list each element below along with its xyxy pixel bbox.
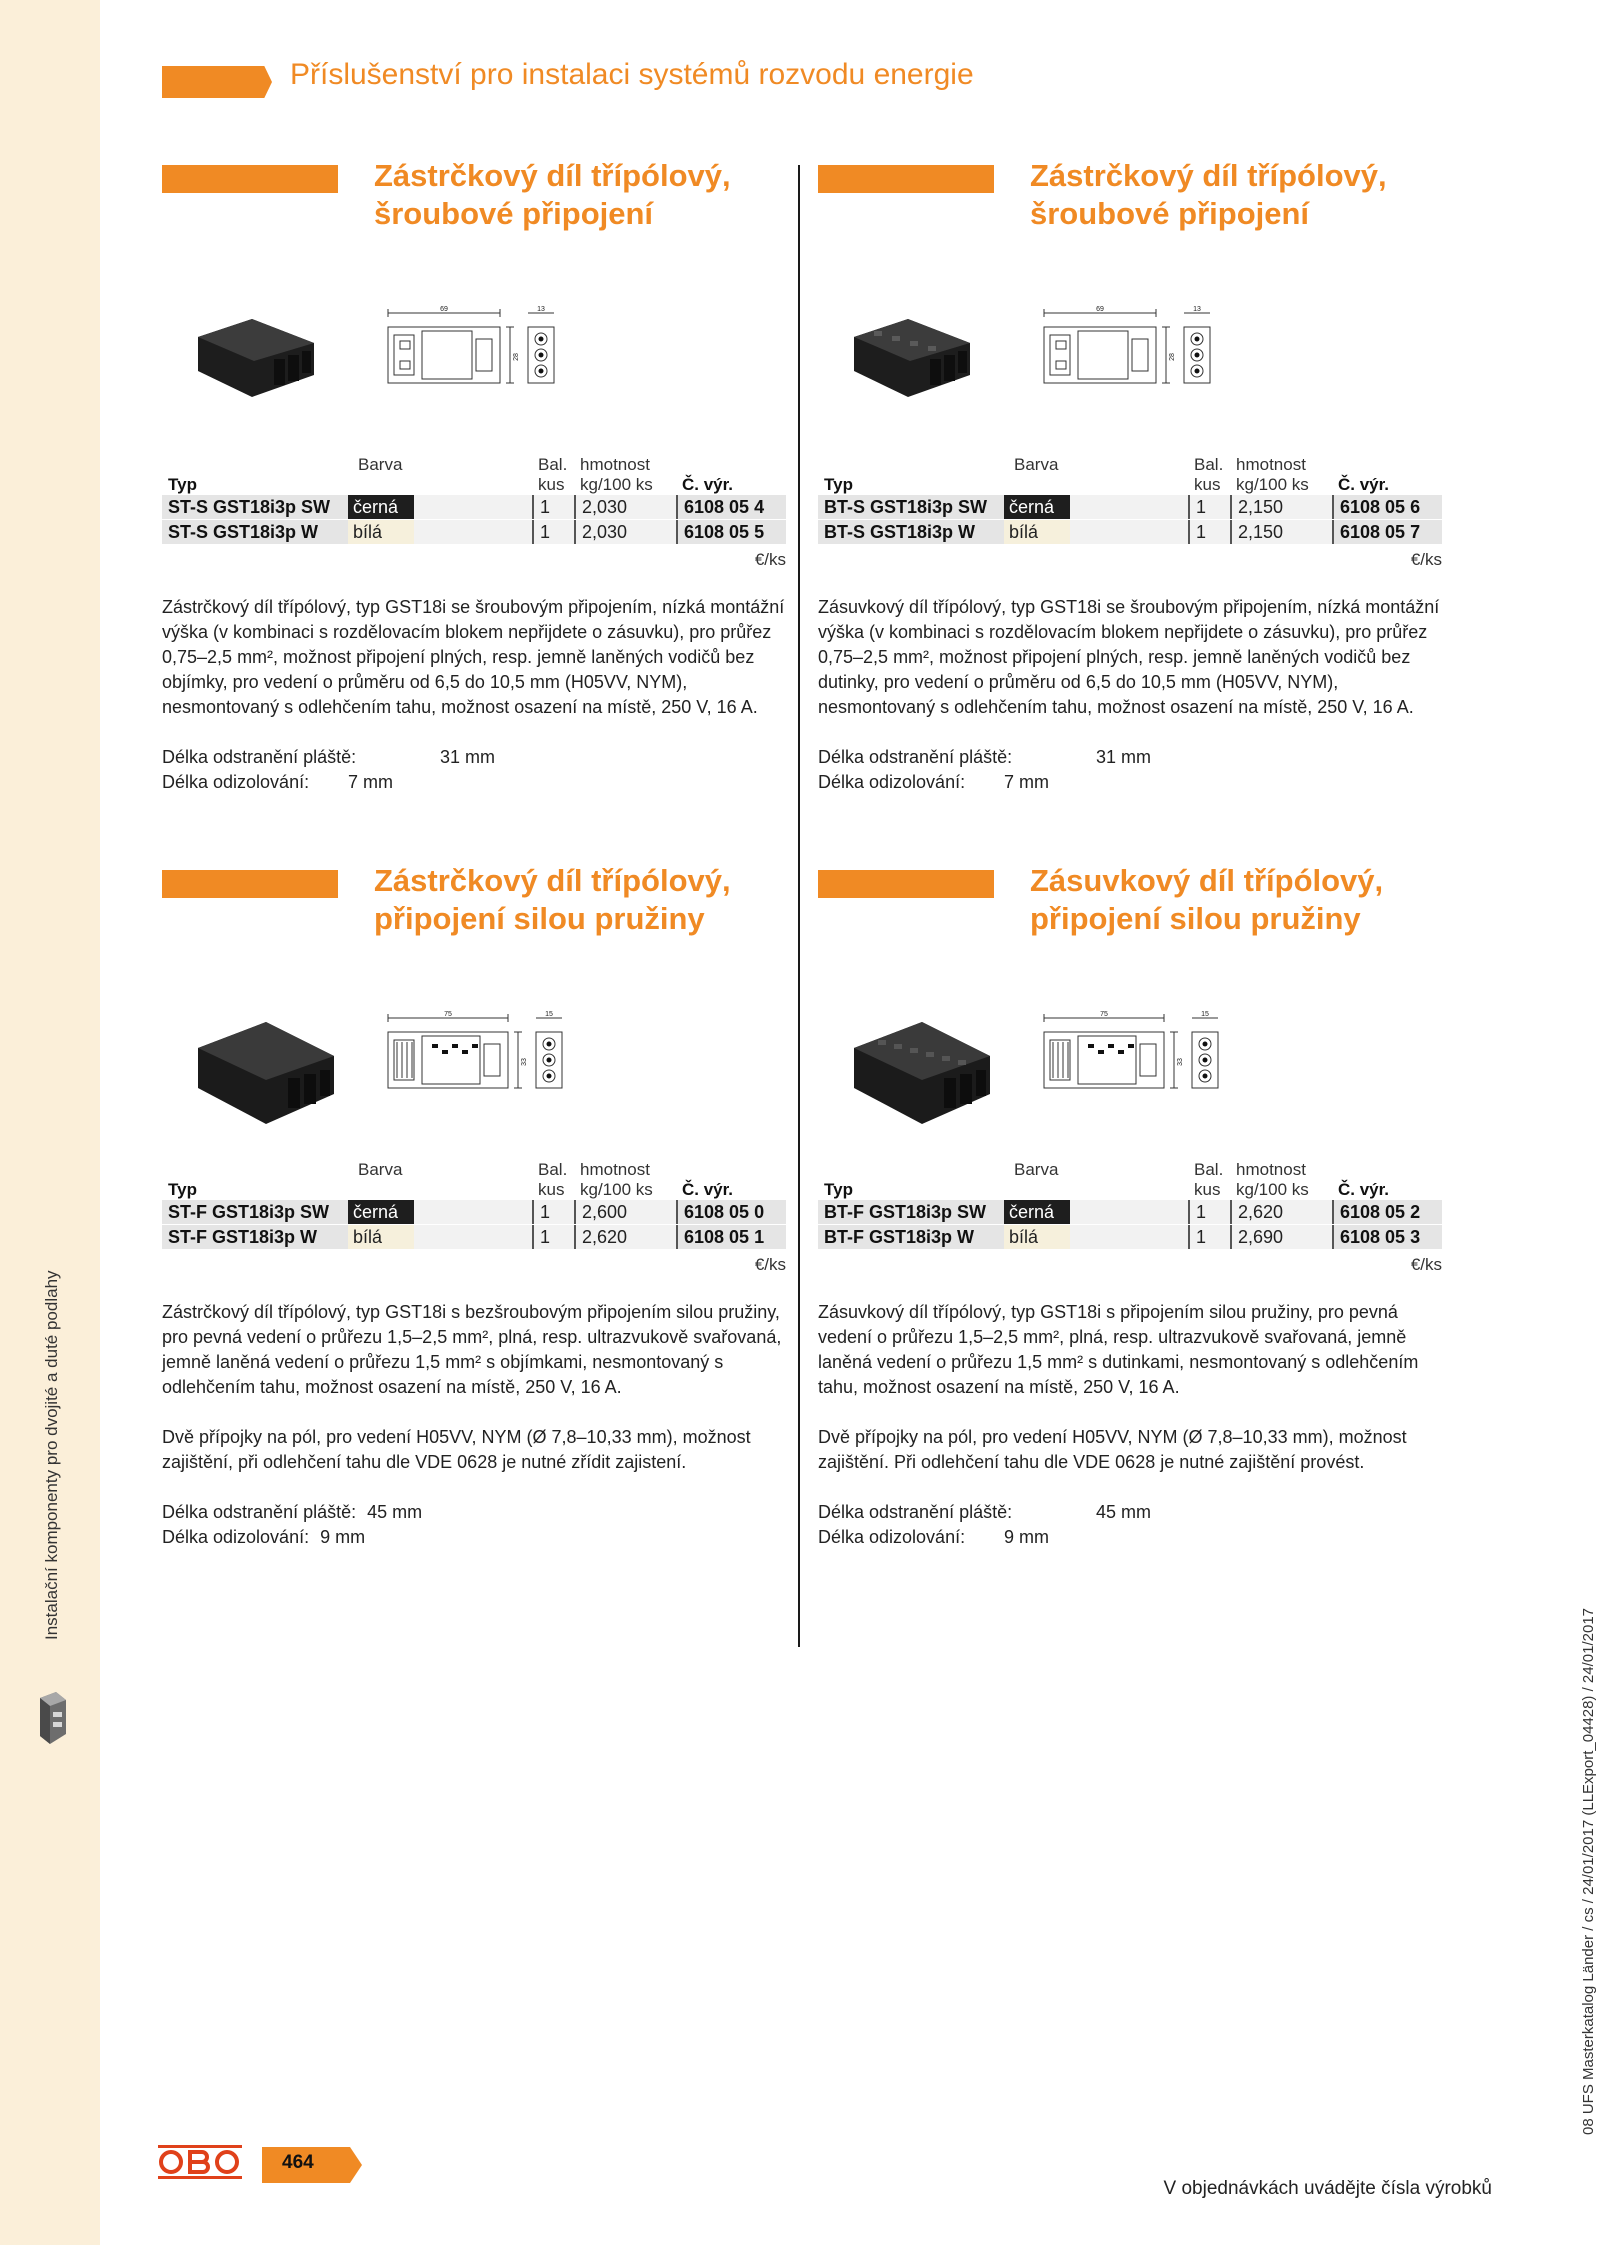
dimension-depth: 13 — [537, 306, 545, 313]
type-cell: BT-F GST18i3p SW — [818, 1200, 1004, 1224]
dimension-drawing — [382, 305, 602, 410]
color-cell: bílá — [1004, 1225, 1070, 1249]
table-row — [162, 1200, 786, 1224]
spec-line — [162, 770, 393, 795]
spec-value: 9 mm — [1004, 1527, 1049, 1547]
spec-label: Délka odstranění pláště: — [818, 1502, 1013, 1522]
product-description — [818, 1300, 1442, 1500]
color-cell: černá — [1004, 1200, 1070, 1224]
sidebar — [0, 0, 100, 2245]
footer-note: V objednávkách uvádějte čísla výrobků — [1163, 2178, 1492, 2199]
type-cell: BT-S GST18i3p W — [818, 520, 1004, 544]
col-color-header: Barva — [358, 455, 403, 474]
floor-box-icon — [34, 1690, 70, 1753]
product-section — [818, 158, 1442, 885]
article-number-cell: 6108 05 4 — [676, 495, 786, 519]
section-title-line-2: šroubové připojení — [1030, 196, 1310, 231]
spec-line — [818, 1500, 1152, 1525]
col-weight-header: hmotnost — [580, 455, 650, 474]
spec-label: Délka odizolování: — [162, 1527, 310, 1547]
col-pack-header: Bal. — [1194, 455, 1224, 474]
weight-cell: 2,620 — [1230, 1200, 1332, 1224]
spacer-cell — [414, 1200, 532, 1224]
col-pack-header: Bal. — [1194, 1160, 1224, 1179]
pack-cell: 1 — [1188, 520, 1230, 544]
color-cell: černá — [348, 495, 414, 519]
spec-value: 9 mm — [320, 1527, 366, 1547]
col-color-header: Barva — [1014, 1160, 1059, 1179]
dimension-depth: 15 — [545, 1011, 553, 1018]
col-weight-unit: kg/100 ks — [580, 475, 653, 494]
col-pack-unit: kus — [1194, 475, 1221, 494]
dimension-width: 69 — [440, 306, 448, 313]
dimension-height: 28 — [513, 353, 520, 361]
dimension-height: 33 — [1177, 1058, 1184, 1066]
spacer-cell — [414, 520, 532, 544]
product-description — [818, 595, 1442, 745]
price-unit: €/ks — [1410, 1255, 1442, 1274]
page-number: 464 — [282, 2152, 314, 2173]
section-accent-bar — [818, 165, 994, 193]
col-weight-unit: kg/100 ks — [1236, 475, 1309, 494]
spacer-cell — [1070, 1200, 1188, 1224]
spec-value: 31 mm — [440, 747, 496, 767]
pack-cell: 1 — [532, 520, 574, 544]
description-paragraph: Zástrčkový díl třípólový, typ GST18i se šroubovým připojením, nízká montážní výška (v kombinaci s rozdělovacím blokem nepřijdete o zásuvku), pro průřez 0,75–2,5 mm², možnost připojení plných, resp. jemně laněných vodičů bez objímky, pro vedení o průměru od 6,5 do 10,5 mm (H05VV, NYM), nesmontovaný s odlehčením tahu, možnost osazení na místě, 250 V, 16 A. — [162, 597, 785, 717]
weight-cell: 2,620 — [574, 1225, 676, 1249]
dimension-width: 75 — [444, 1011, 452, 1018]
section-title-line-2: připojení silou pružiny — [374, 901, 705, 936]
obo-logo — [158, 2145, 242, 2184]
spec-line — [818, 1525, 1049, 1550]
dimension-width: 69 — [1096, 306, 1104, 313]
dimension-depth: 15 — [1201, 1011, 1209, 1018]
col-pack-header: Bal. — [538, 1160, 568, 1179]
product-photo — [192, 1018, 342, 1133]
section-title-line-1: Zástrčkový díl třípólový, — [1030, 158, 1387, 193]
table-row — [818, 520, 1442, 544]
col-weight-header: hmotnost — [1236, 1160, 1306, 1179]
color-cell: černá — [1004, 495, 1070, 519]
table-row — [818, 1200, 1442, 1224]
col-type-header: Typ — [824, 475, 853, 494]
spec-value: 31 mm — [1096, 747, 1152, 767]
color-cell: bílá — [348, 1225, 414, 1249]
dimension-height: 33 — [521, 1058, 528, 1066]
pack-cell: 1 — [1188, 1200, 1230, 1224]
col-color-header: Barva — [1014, 455, 1059, 474]
section-accent-bar — [818, 870, 994, 898]
type-cell: BT-S GST18i3p SW — [818, 495, 1004, 519]
color-cell: bílá — [348, 520, 414, 544]
weight-cell: 2,150 — [1230, 520, 1332, 544]
section-title-line-1: Zástrčkový díl třípólový, — [374, 863, 731, 898]
section-title-line-1: Zásuvkový díl třípólový, — [1030, 863, 1384, 898]
table-row — [162, 1225, 786, 1249]
product-section — [162, 158, 786, 885]
product-description — [162, 1300, 786, 1500]
type-cell: ST-S GST18i3p SW — [162, 495, 348, 519]
dimension-drawing — [1038, 1010, 1258, 1115]
section-title-line-2: šroubové připojení — [374, 196, 654, 231]
description-paragraph: Zásuvkový díl třípólový, typ GST18i se šroubovým připojením, nízká montážní výška (v kombinaci s rozdělovacím blokem nepřijdete o zásuvku), pro průřez 0,75–2,5 mm², možnost připojení plných, resp. jemně laněných vodičů bez dutinky, pro vedení o průměru od 6,5 do 10,5 mm (H05VV, NYM), nesmontovaný s odlehčením tahu, možnost osazení na místě, 250 V, 16 A. — [818, 597, 1440, 717]
column-divider — [798, 165, 800, 1647]
description-paragraph: Zástrčkový díl třípólový, typ GST18i s bezšroubovým připojením silou pružiny, pro pevná vedení o průřezu 1,5–2,5 mm², plná, resp. ultrazvukově svařovaná, jemně laněná vedení o průřezu 1,5 mm² s objímkami, nesmontovaný s odlehčením tahu, možnost osazení na místě, 250 V, 16 A. — [162, 1302, 782, 1397]
col-code-header: Č. výr. — [1338, 475, 1390, 494]
col-pack-header: Bal. — [538, 455, 568, 474]
spec-value: 7 mm — [1004, 772, 1049, 792]
dimension-width: 75 — [1100, 1011, 1108, 1018]
col-weight-unit: kg/100 ks — [1236, 1180, 1309, 1199]
col-code-header: Č. výr. — [1338, 1180, 1390, 1199]
pack-cell: 1 — [532, 1225, 574, 1249]
sidebar-category-label: Instalační komponenty pro dvojité a duté podlahy — [42, 1270, 61, 1640]
type-cell: ST-F GST18i3p W — [162, 1225, 348, 1249]
weight-cell: 2,030 — [574, 495, 676, 519]
description-paragraph: Dvě přípojky na pól, pro vedení H05VV, NYM (Ø 7,8–10,33 mm), možnost zajištění, při odlehčení tahu dle VDE 0628 je nutné zřídit zajistení. — [162, 1427, 751, 1472]
product-photo — [192, 313, 322, 408]
weight-cell: 2,600 — [574, 1200, 676, 1224]
table-row — [162, 520, 786, 544]
spec-label: Délka odizolování: — [162, 772, 310, 792]
spacer-cell — [414, 495, 532, 519]
spacer-cell — [1070, 1225, 1188, 1249]
spec-value: 45 mm — [367, 1502, 423, 1522]
col-pack-unit: kus — [538, 475, 565, 494]
pack-cell: 1 — [1188, 1225, 1230, 1249]
product-photo — [848, 313, 978, 408]
col-type-header: Typ — [824, 1180, 853, 1199]
col-color-header: Barva — [358, 1160, 403, 1179]
article-number-cell: 6108 05 2 — [1332, 1200, 1442, 1224]
spec-line — [162, 1525, 365, 1550]
pack-cell: 1 — [1188, 495, 1230, 519]
type-cell: BT-F GST18i3p W — [818, 1225, 1004, 1249]
section-title — [374, 157, 731, 233]
price-unit: €/ks — [1410, 550, 1442, 569]
catalog-reference: 08 UFS Masterkatalog Länder / cs / 24/01/2017 (LLExport_04428) / 24/01/2017 — [1580, 1607, 1597, 2135]
spec-label: Délka odstranění pláště: — [162, 747, 357, 767]
section-accent-bar — [162, 870, 338, 898]
spacer-cell — [1070, 520, 1188, 544]
spec-line — [818, 745, 1152, 770]
table-row — [818, 1225, 1442, 1249]
col-pack-unit: kus — [1194, 1180, 1221, 1199]
article-number-cell: 6108 05 1 — [676, 1225, 786, 1249]
spec-label: Délka odizolování: — [818, 772, 966, 792]
table-row — [162, 495, 786, 519]
col-weight-header: hmotnost — [1236, 455, 1306, 474]
pack-cell: 1 — [532, 1200, 574, 1224]
col-code-header: Č. výr. — [682, 1180, 734, 1199]
spacer-cell — [1070, 495, 1188, 519]
page-title: Příslušenství pro instalaci systémů rozvodu energie — [290, 58, 974, 91]
price-unit: €/ks — [754, 1255, 786, 1274]
weight-cell: 2,030 — [574, 520, 676, 544]
header-tab — [162, 66, 272, 98]
product-section — [818, 863, 1442, 1590]
weight-cell: 2,150 — [1230, 495, 1332, 519]
col-code-header: Č. výr. — [682, 475, 734, 494]
spec-label: Délka odstranění pláště: — [162, 1502, 357, 1522]
col-pack-unit: kus — [538, 1180, 565, 1199]
spec-label: Délka odizolování: — [818, 1527, 966, 1547]
spec-line — [162, 1500, 422, 1525]
col-weight-header: hmotnost — [580, 1160, 650, 1179]
dimension-drawing — [382, 1010, 602, 1115]
dimension-drawing — [1038, 305, 1258, 410]
section-title-line-1: Zástrčkový díl třípólový, — [374, 158, 731, 193]
color-cell: černá — [348, 1200, 414, 1224]
article-number-cell: 6108 05 0 — [676, 1200, 786, 1224]
section-title — [374, 862, 731, 938]
product-section — [162, 863, 786, 1590]
article-number-cell: 6108 05 5 — [676, 520, 786, 544]
weight-cell: 2,690 — [1230, 1225, 1332, 1249]
pack-cell: 1 — [532, 495, 574, 519]
spec-value: 7 mm — [348, 772, 393, 792]
article-number-cell: 6108 05 6 — [1332, 495, 1442, 519]
spec-line — [162, 745, 496, 770]
description-paragraph: Zásuvkový díl třípólový, typ GST18i s připojením silou pružiny, pro pevná vedení o průřezu 1,5–2,5 mm², plná, resp. ultrazvukově svařovaná, jemně laněná vedení o průřezu 1,5 mm² s dutinkami, nesmontovaný s odlehčením tahu, možnost osazení na místě, 250 V, 16 A. — [818, 1302, 1419, 1397]
col-type-header: Typ — [168, 475, 197, 494]
table-row — [818, 495, 1442, 519]
section-title — [1030, 157, 1387, 233]
price-unit: €/ks — [754, 550, 786, 569]
dimension-depth: 13 — [1193, 306, 1201, 313]
description-paragraph: Dvě přípojky na pól, pro vedení H05VV, NYM (Ø 7,8–10,33 mm), možnost zajištění. Při odlehčení tahu dle VDE 0628 je nutné zajištění provést. — [818, 1427, 1407, 1472]
spacer-cell — [414, 1225, 532, 1249]
section-title — [1030, 862, 1383, 938]
type-cell: ST-S GST18i3p W — [162, 520, 348, 544]
type-cell: ST-F GST18i3p SW — [162, 1200, 348, 1224]
spec-line — [818, 770, 1049, 795]
col-type-header: Typ — [168, 1180, 197, 1199]
color-cell: bílá — [1004, 520, 1070, 544]
col-weight-unit: kg/100 ks — [580, 1180, 653, 1199]
spec-value: 45 mm — [1096, 1502, 1152, 1522]
product-description — [162, 595, 786, 745]
product-photo — [848, 1018, 998, 1133]
article-number-cell: 6108 05 7 — [1332, 520, 1442, 544]
dimension-height: 28 — [1169, 353, 1176, 361]
section-title-line-2: připojení silou pružiny — [1030, 901, 1361, 936]
article-number-cell: 6108 05 3 — [1332, 1225, 1442, 1249]
section-accent-bar — [162, 165, 338, 193]
spec-label: Délka odstranění pláště: — [818, 747, 1013, 767]
